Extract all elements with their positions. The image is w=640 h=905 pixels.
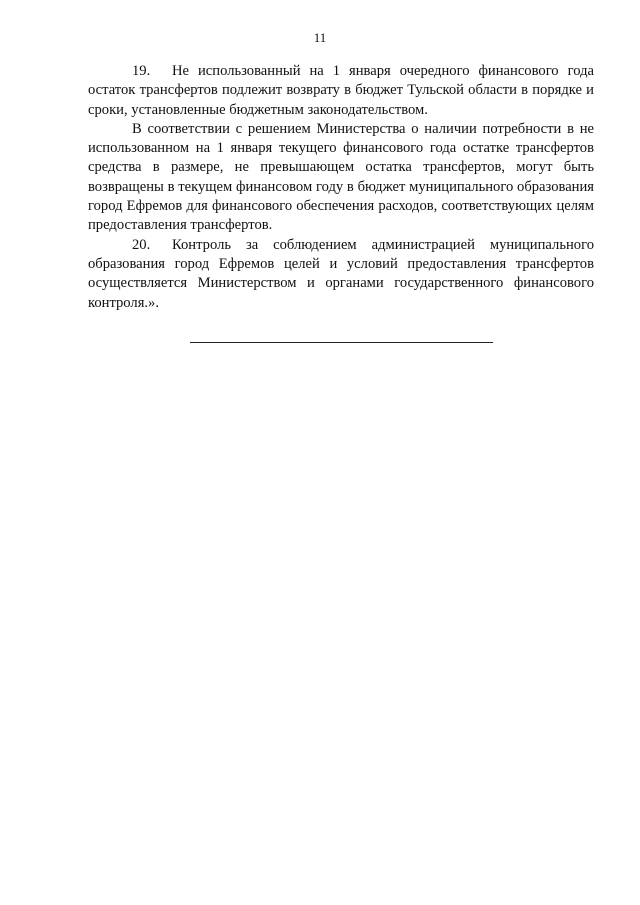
paragraph-19 <box>88 62 594 120</box>
paragraph-20 <box>88 236 594 313</box>
paragraph-text: В соответствии с решением Министерства о наличии потребности в не использованном на 1 января текущего финансового года остатке трансфертов средства в размере, не превышающем остатка трансфертов, могут быть возвращены в текущем финансовом году в бюджет муниципального образования город Ефремов для финансового обеспечения расходов, соответствующих целям предоставления трансфертов. <box>88 120 594 234</box>
document-body <box>88 62 594 313</box>
end-separator-line <box>190 342 493 343</box>
page-number: 11 <box>313 30 327 45</box>
paragraph-text: Контроль за соблюдением администрацией муниципального образования город Ефремов целей и условий предоставления трансфертов осуществляется Министерством и органами государственного финансового контроля.». <box>88 236 594 311</box>
paragraph-19-continuation <box>88 120 594 236</box>
paragraph-number: 20. <box>132 236 151 253</box>
paragraph-text: Не использованный на 1 января очередного финансового года остаток трансфертов подлежит возврату в бюджет Тульской области в порядке и сроки, установленные бюджетным законодательством. <box>88 63 594 118</box>
paragraph-number: 19. <box>132 63 151 79</box>
